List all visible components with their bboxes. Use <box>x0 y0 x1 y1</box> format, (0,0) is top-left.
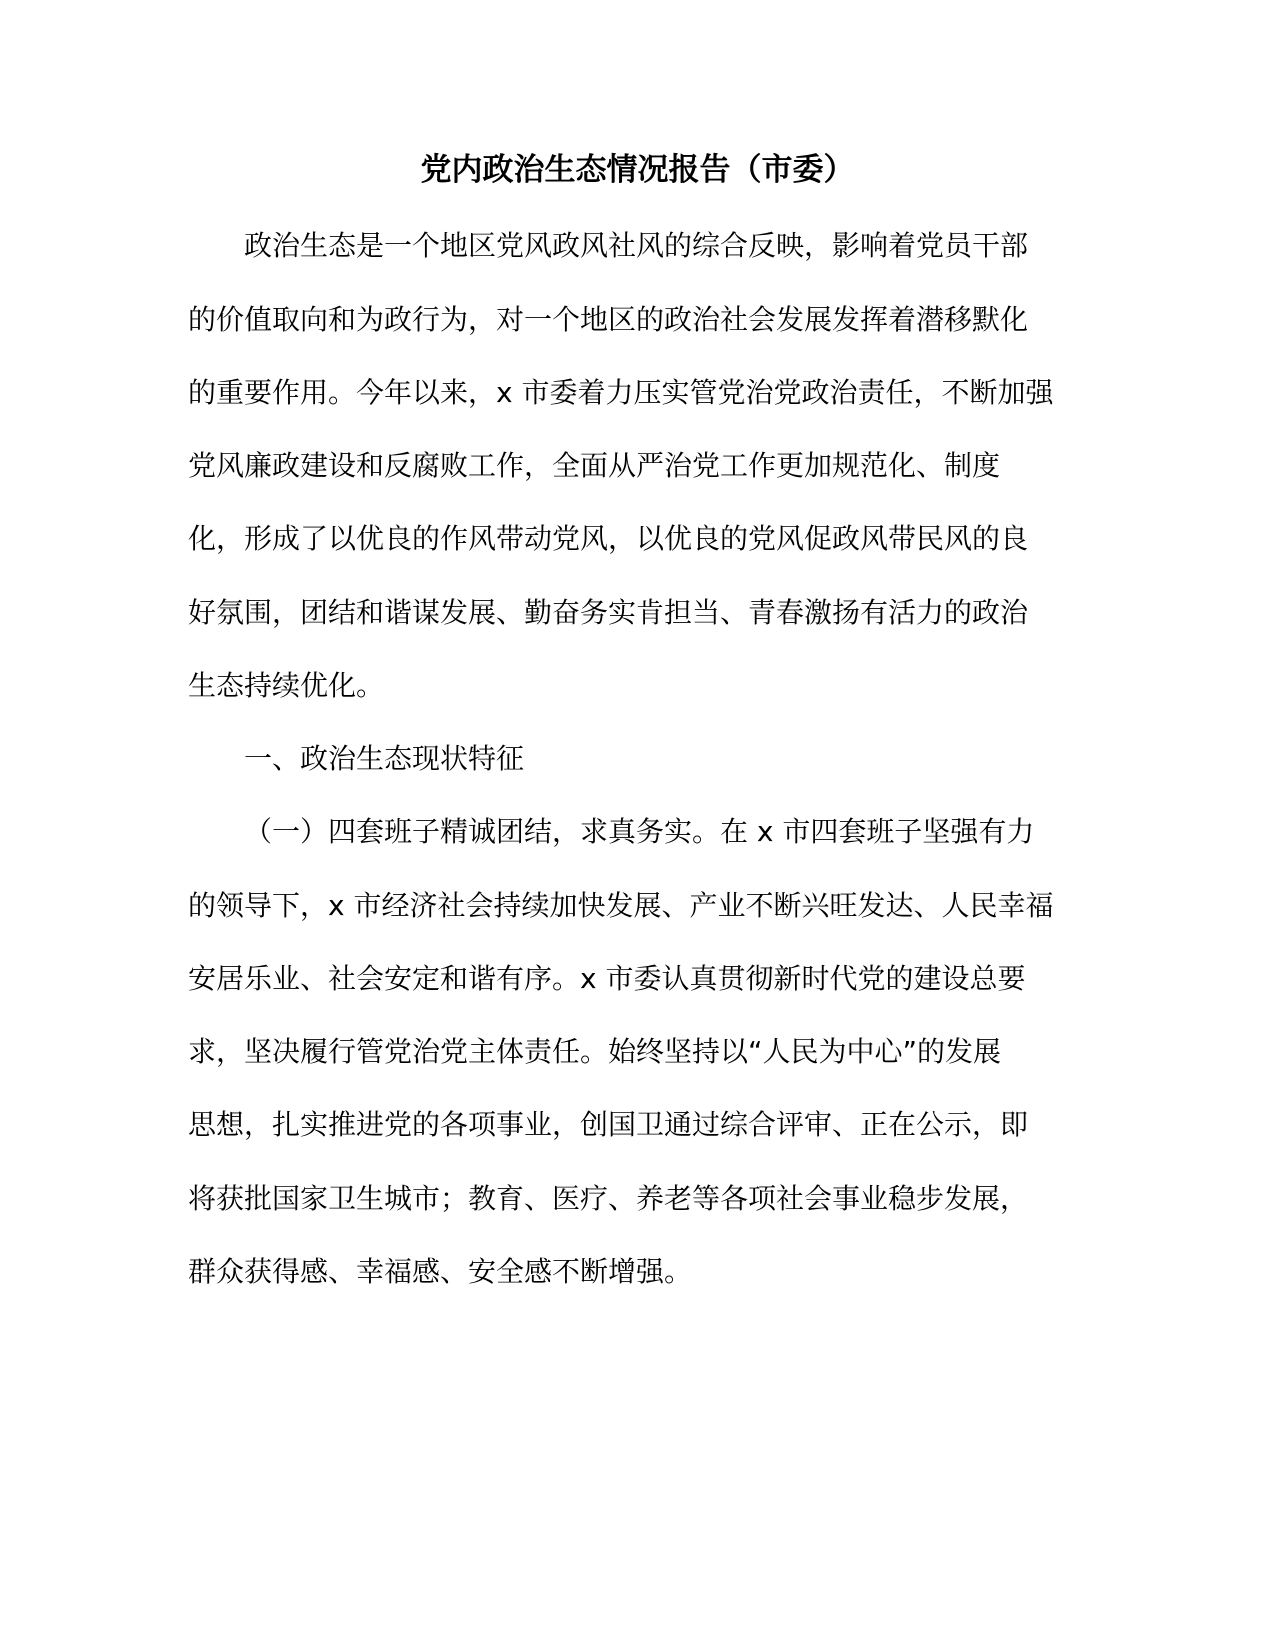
paragraph-1-line-2: 的价值取向和为政行为，对一个地区的政治社会发展发挥着潜移默化 <box>188 303 1029 336</box>
paragraph-1-line-1: 政治生态是一个地区党风政风社风的综合反映，影响着党员干部 <box>244 229 1029 262</box>
paragraph-1-line-7: 生态持续优化。 <box>188 669 385 702</box>
paragraph-2-line-7: 群众获得感、幸福感、安全感不断增强。 <box>188 1255 693 1288</box>
document-title: 党内政治生态情况报告（市委） <box>420 152 855 188</box>
paragraph-2-line-6: 将获批国家卫生城市；教育、医疗、养老等各项社会事业稳步发展， <box>188 1182 1029 1215</box>
paragraph-1-line-3: 的重要作用。今年以来，x 市委着力压实管党治党政治责任，不断加强 <box>188 376 1054 409</box>
paragraph-1-line-4: 党风廉政建设和反腐败工作，全面从严治党工作更加规范化、制度 <box>188 449 1001 482</box>
section-heading-1: 一、政治生态现状特征 <box>244 742 525 775</box>
paragraph-2-line-5: 思想，扎实推进党的各项事业，创国卫通过综合评审、正在公示，即 <box>188 1108 1029 1141</box>
paragraph-1-line-6: 好氛围，团结和谐谋发展、勤奋务实肯担当、青春激扬有活力的政治 <box>188 596 1029 629</box>
paragraph-2-line-1: （一）四套班子精诚团结，求真务实。在 x 市四套班子坚强有力 <box>244 815 1035 848</box>
paragraph-2-line-2: 的领导下，x 市经济社会持续加快发展、产业不断兴旺发达、人民幸福 <box>188 889 1054 922</box>
paragraph-2-line-4: 求，坚决履行管党治党主体责任。始终坚持以“人民为中心”的发展 <box>188 1035 1002 1068</box>
paragraph-2-line-3: 安居乐业、社会安定和谐有序。x 市委认真贯彻新时代党的建设总要 <box>188 962 1026 995</box>
paragraph-1-line-5: 化，形成了以优良的作风带动党风，以优良的党风促政风带民风的良 <box>188 522 1029 555</box>
